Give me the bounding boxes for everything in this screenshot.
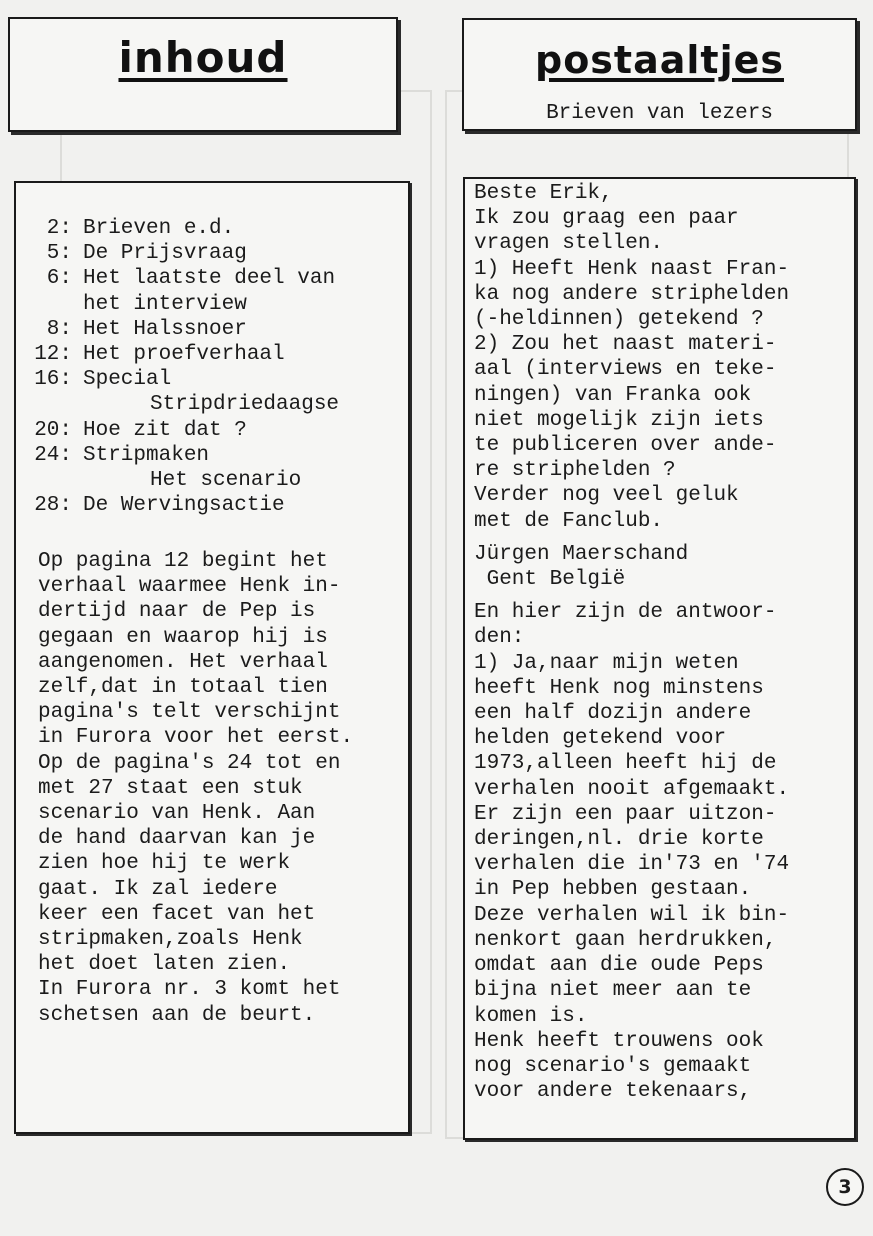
letter-line: nog scenario's gemaakt <box>474 1054 752 1078</box>
letter-panel <box>463 177 856 1140</box>
letter-line: Henk heeft trouwens ook <box>474 1029 764 1053</box>
letter-line <box>474 534 789 542</box>
toc-page-number: 16: <box>34 368 72 392</box>
toc-entry <box>22 266 339 291</box>
intro-line: schetsen aan de beurt. <box>38 1003 316 1027</box>
toc-label: Stripmaken <box>83 443 210 467</box>
toc-page-number: 24: <box>34 443 72 467</box>
letter-line: verhalen die in'73 en '74 <box>474 853 790 877</box>
letter-line: den: <box>474 626 525 650</box>
toc-page-number: 20: <box>34 418 72 442</box>
toc-label: Het Halssnoer <box>83 317 247 341</box>
toc-label: Het proefverhaal <box>83 343 285 367</box>
toc-page-number: 12: <box>34 343 72 367</box>
letter-line: Beste Erik, <box>474 182 613 205</box>
intro-line: keer een facet van het <box>38 902 316 926</box>
intro-line: stripmaken,zoals Henk <box>38 928 303 952</box>
intro-line: aangenomen. Het verhaal <box>38 650 328 674</box>
letter-line: met de Fanclub. <box>474 509 664 533</box>
intro-line: In Furora nr. 3 komt het <box>38 978 341 1002</box>
toc-entry <box>22 216 339 241</box>
letter-line: in Pep hebben gestaan. <box>474 878 752 902</box>
toc-page-number: 5: <box>46 242 72 266</box>
letter-line: nenkort gaan herdrukken, <box>474 928 777 952</box>
toc-label: Stripdriedaagse <box>150 393 340 417</box>
letter-line: voor andere tekenaars, <box>474 1080 752 1104</box>
intro-line: gaat. Ik zal iedere <box>38 877 278 901</box>
toc-label: Het laatste deel van <box>83 267 336 291</box>
letter-line: 1973,alleen heeft hij de <box>474 752 777 776</box>
toc-label: Het scenario <box>150 469 302 493</box>
toc-page-number: 28: <box>34 494 72 518</box>
intro-line: zien hoe hij te werk <box>38 852 291 876</box>
toc-page-number <box>22 468 72 493</box>
inhoud-title: inhoud <box>118 33 288 82</box>
toc-entry <box>22 493 339 518</box>
letter-line: Er zijn een paar uitzon- <box>474 802 777 826</box>
postaaltjes-subtitle: Brieven van lezers <box>546 102 773 125</box>
table-of-contents <box>22 216 339 518</box>
letter-line: aal (interviews en teke- <box>474 358 777 382</box>
toc-label: Brieven e.d. <box>83 217 235 240</box>
toc-label: Special <box>83 368 172 392</box>
letter-line <box>474 592 789 600</box>
postaaltjes-title: postaaltjes <box>535 38 784 82</box>
letter-line: te publiceren over ande- <box>474 434 777 458</box>
letter-line: helden getekend voor <box>474 727 727 751</box>
letter-line: komen is. <box>474 1004 588 1028</box>
letter-line: Verder nog veel geluk <box>474 484 739 508</box>
intro-line: de hand daarvan kan je <box>38 827 316 851</box>
intro-line: scenario van Henk. Aan <box>38 802 316 826</box>
intro-line: pagina's telt verschijnt <box>38 701 341 725</box>
toc-entry <box>22 292 339 317</box>
inhoud-panel <box>14 181 410 1134</box>
letter-line: niet mogelijk zijn iets <box>474 408 764 432</box>
inhoud-title-box <box>8 17 398 132</box>
letter-line: 1) Ja,naar mijn weten <box>474 651 739 675</box>
letter-line: deringen,nl. drie korte <box>474 828 764 852</box>
letter-line: Gent België <box>474 568 626 592</box>
letter-line: ningen) van Franka ook <box>474 383 752 407</box>
intro-line: het doet laten zien. <box>38 953 291 977</box>
letter-line: bijna niet meer aan te <box>474 979 752 1003</box>
intro-line: Op pagina 12 begint het <box>38 550 328 573</box>
intro-line: Op de pagina's 24 tot en <box>38 751 341 775</box>
page-number: 3 <box>826 1168 864 1206</box>
letter-line: 2) Zou het naast materi- <box>474 333 777 357</box>
letter-line: En hier zijn de antwoor- <box>474 601 777 625</box>
toc-page-number <box>22 292 72 317</box>
toc-entry <box>22 392 339 417</box>
intro-line: dertijd naar de Pep is <box>38 600 316 624</box>
toc-entry <box>22 418 339 443</box>
letter-line: omdat aan die oude Peps <box>474 954 764 978</box>
letter-line: Ik zou graag een paar <box>474 207 739 231</box>
toc-entry <box>22 317 339 342</box>
postaaltjes-title-box <box>462 18 857 131</box>
toc-page-number: 6: <box>46 267 72 291</box>
letter-line: ka nog andere striphelden <box>474 282 790 306</box>
letter-line: een half dozijn andere <box>474 702 752 726</box>
toc-entry <box>22 443 339 468</box>
letter-line: 1) Heeft Henk naast Fran- <box>474 257 790 281</box>
toc-entry <box>22 468 339 493</box>
toc-page-number: 2: <box>46 217 72 240</box>
letter-line: Deze verhalen wil ik bin- <box>474 903 790 927</box>
intro-line: in Furora voor het eerst. <box>38 726 354 750</box>
letter-line: Jürgen Maerschand <box>474 542 689 566</box>
intro-text <box>38 549 353 1028</box>
intro-line: met 27 staat een stuk <box>38 776 303 800</box>
toc-entry <box>22 367 339 392</box>
toc-label: De Prijsvraag <box>83 242 247 266</box>
toc-entry <box>22 342 339 367</box>
intro-line: verhaal waarmee Henk in- <box>38 575 341 599</box>
letter-line: re striphelden ? <box>474 459 676 483</box>
toc-entry <box>22 241 339 266</box>
intro-line: zelf,dat in totaal tien <box>38 676 328 700</box>
toc-page-number <box>22 392 72 417</box>
toc-label: het interview <box>83 292 247 316</box>
letter-line: (-heldinnen) getekend ? <box>474 308 764 332</box>
letter-line: vragen stellen. <box>474 232 664 256</box>
toc-label: De Wervingsactie <box>83 494 285 518</box>
intro-line: gegaan en waarop hij is <box>38 625 328 649</box>
toc-label: Hoe zit dat ? <box>83 418 247 442</box>
reader-letter <box>474 181 789 1104</box>
letter-line: heeft Henk nog minstens <box>474 676 764 700</box>
toc-page-number: 8: <box>46 317 72 341</box>
letter-line: verhalen nooit afgemaakt. <box>474 777 790 801</box>
